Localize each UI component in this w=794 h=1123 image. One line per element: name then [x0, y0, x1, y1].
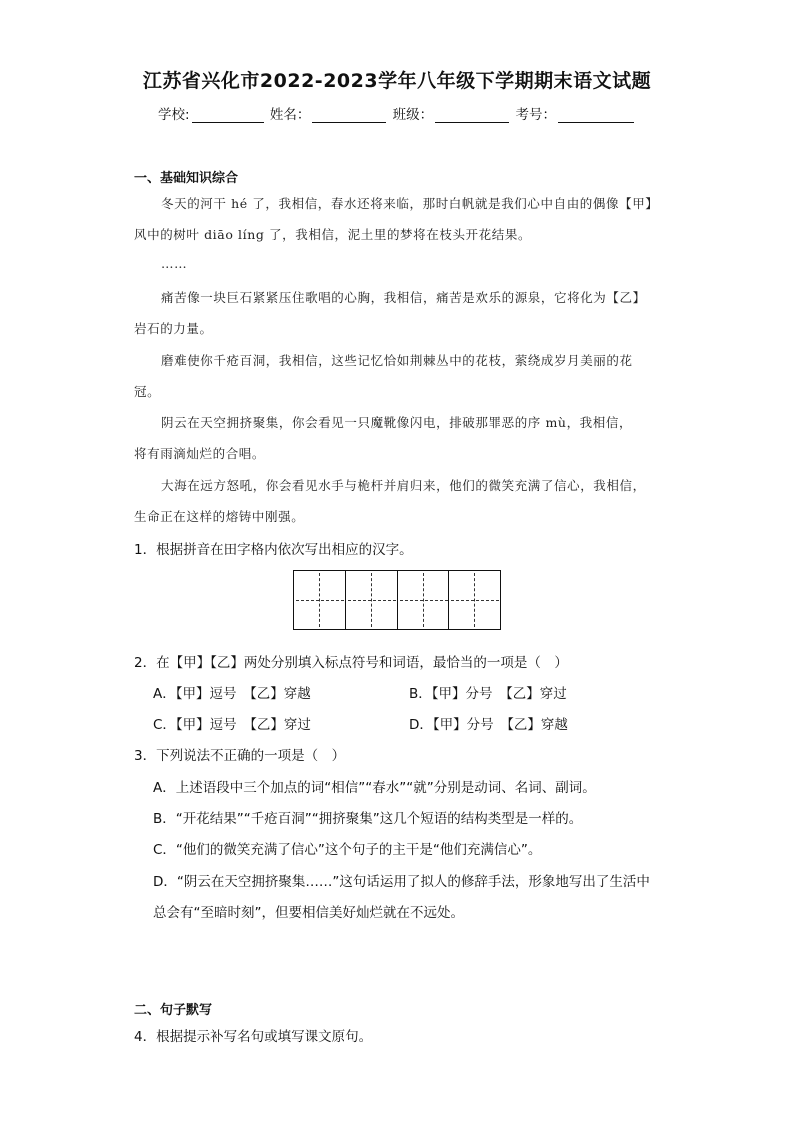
class-label: 班级：	[392, 107, 434, 123]
q3-option-a[interactable]: A．上述语段中三个加点的词“相信”“春水”“就”分别是动词、名词、副词。	[153, 780, 596, 796]
q3-option-d-continued: 总会有“至暗时刻”，但要相信美好灿烂就在不远处。	[153, 905, 464, 921]
q3-option-d[interactable]: D．“阴云在天空拥挤聚集……”这句话运用了拟人的修辞手法，形象地写出了生活中	[153, 874, 650, 890]
q2-option-d[interactable]: D．【甲】分号 【乙】穿越	[409, 717, 568, 733]
section-heading-1: 一、基础知识综合	[134, 171, 239, 186]
passage-line: 痛苦像一块巨石紧紧压住歌唱的心胸，我相信，痛苦是欢乐的源泉，它将化为【乙】	[161, 290, 646, 305]
passage-line: 磨难使你千疮百洞，我相信，这些记忆恰如荆棘丛中的花枝，萦绕成岁月美丽的花	[161, 353, 633, 368]
tianzige-grid[interactable]	[293, 570, 501, 630]
name-label: 姓名：	[269, 107, 311, 123]
passage-line: 将有雨滴灿烂的合唱。	[134, 446, 266, 461]
exam-number-label: 考号：	[515, 107, 556, 123]
passage-line: 阴云在天空拥挤聚集，你会看见一只魔靴像闪电，排破那罪恶的序 mù，我相信，	[161, 415, 633, 430]
school-label: 学校:	[158, 107, 190, 123]
question-3: 3．下列说法不正确的一项是（ ）	[134, 748, 346, 764]
passage-line: ……	[161, 256, 188, 271]
passage-line: 岩石的力量。	[134, 321, 213, 336]
q3-option-c[interactable]: C．“他们的微笑充满了信心”这个句子的主干是“他们充满信心”。	[153, 842, 542, 858]
name-blank[interactable]	[312, 108, 386, 123]
school-blank[interactable]	[192, 108, 264, 123]
tianzige-cell[interactable]	[294, 571, 346, 629]
question-4: 4．根据提示补写名句或填写课文原句。	[134, 1029, 373, 1045]
student-info-line	[0, 103, 794, 123]
tianzige-cell[interactable]	[397, 571, 449, 629]
passage-line: 冠。	[134, 384, 161, 399]
passage-line: 大海在远方怒吼，你会看见水手与桅杆并肩归来，他们的微笑充满了信心，我相信，	[161, 478, 646, 493]
passage-line: 生命正在这样的熔铸中刚强。	[134, 509, 305, 524]
q2-option-b[interactable]: B．【甲】分号 【乙】穿过	[409, 686, 567, 702]
q2-option-a[interactable]: A．【甲】逗号 【乙】穿越	[153, 686, 311, 702]
tianzige-cell[interactable]	[448, 571, 500, 629]
q2-option-c[interactable]: C．【甲】逗号 【乙】穿过	[153, 717, 311, 733]
q3-option-b[interactable]: B．“开花结果”“千疮百洞”“拥挤聚集”这几个短语的结构类型是一样的。	[153, 811, 583, 827]
class-blank[interactable]	[435, 108, 509, 123]
question-1: 1．根据拼音在田字格内依次写出相应的汉字。	[134, 542, 413, 558]
passage-line: 冬天的河干 hé 了，我相信，春水还将来临，那时白帆就是我们心中自由的偶像【甲】	[161, 196, 659, 211]
passage-line: 风中的树叶 diāo líng 了，我相信，泥土里的梦将在枝头开花结果。	[134, 227, 532, 242]
tianzige-cell[interactable]	[345, 571, 397, 629]
section-heading-2: 二、句子默写	[134, 1003, 213, 1018]
question-2: 2．在【甲】【乙】两处分别填入标点符号和词语，最恰当的一项是（ ）	[134, 655, 568, 671]
exam-number-blank[interactable]	[558, 108, 634, 123]
page-title: 江苏省兴化市2022-2023学年八年级下学期期末语文试题	[142, 70, 652, 92]
